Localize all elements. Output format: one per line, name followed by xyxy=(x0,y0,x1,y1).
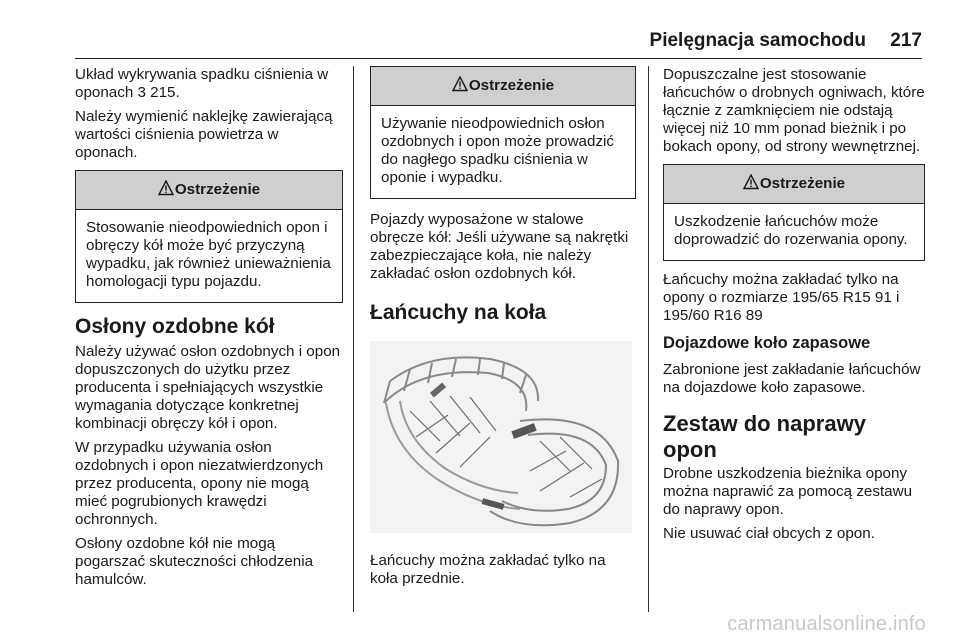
column-divider xyxy=(353,66,354,612)
column-1 xyxy=(75,66,343,595)
column-3 xyxy=(663,66,925,549)
warning-box xyxy=(663,164,925,261)
section-heading-repair-kit: Zestaw do naprawy opon xyxy=(663,411,866,462)
warning-triangle-icon xyxy=(743,174,759,190)
chains-allowed-paragraph: Dopuszczalne jest stosowanie łańcuchów o drobnych ogniwach, które łącznie z zamknięciem nie odstają więcej niż 10 mm ponad bieżnik i po bokach opony, od strony wewnętrznej. xyxy=(663,66,925,155)
warning-header xyxy=(664,165,924,204)
snow-chains-illustration xyxy=(370,341,632,533)
warning-title: Ostrzeżenie xyxy=(468,77,555,94)
spare-wheel-paragraph: Zabronione jest zakładanie łańcuchów na dojazdowe koło zapasowe. xyxy=(663,361,921,396)
section-heading-spare-wheel: Dojazdowe koło zapasowe xyxy=(663,334,871,352)
page-header-title: Pielęgnacja samochodu xyxy=(649,30,866,51)
column-divider xyxy=(648,66,649,612)
warning-triangle-icon xyxy=(158,180,174,196)
warning-header xyxy=(371,67,635,106)
warning-triangle-icon xyxy=(452,76,468,92)
warning-title: Ostrzeżenie xyxy=(174,181,261,198)
repair-kit-paragraph-2: Nie usuwać ciał obcych z opon. xyxy=(663,525,875,542)
section-heading-snow-chains: Łańcuchy na koła xyxy=(370,301,547,324)
warning-title: Ostrzeżenie xyxy=(759,175,846,192)
header-divider xyxy=(75,58,922,59)
wheel-covers-paragraph-2: W przypadku używania osłon ozdobnych i opon niezatwierdzonych przez producenta, opony nie mogą mieć pogrubionych krawędzi ochronnych. xyxy=(75,439,324,528)
warning-text: Uszkodzenie łańcuchów może doprowadzić do rozerwania opony. xyxy=(674,213,908,248)
section-heading-wheel-covers: Osłony ozdobne kół xyxy=(75,315,275,338)
tire-sizes-paragraph: Łańcuchy można zakładać tylko na opony o rozmiarze 195/65 R15 91 i 195/60 R16 89 xyxy=(663,271,900,324)
warning-text: Stosowanie nieodpowiednich opon i obręczy kół może być przyczyną wypadku, jak również unieważnienia homologacji typu pojazdu. xyxy=(86,219,331,290)
warning-text: Używanie nieodpowiednich osłon ozdobnych i opon może prowadzić do nagłego spadku ciśnienia w oponie i wypadku. xyxy=(381,115,615,186)
figure-caption: Łańcuchy można zakładać tylko na koła przednie. xyxy=(370,552,606,587)
warning-box xyxy=(370,66,636,199)
steel-rims-paragraph: Pojazdy wyposażone w stalowe obręcze kół: Jeśli używane są nakrętki zabezpieczające koła, nie należy zakładać osłon ozdobnych kół. xyxy=(370,211,629,282)
wheel-covers-paragraph-1: Należy używać osłon ozdobnych i opon dopuszczonych do użytku przez producenta i spełniających wszystkie wymagania dotyczące konkretnej kombinacji obręczy kół i opon. xyxy=(75,343,341,432)
warning-header xyxy=(76,171,342,210)
repair-kit-paragraph-1: Drobne uszkodzenia bieżnika opony można naprawić za pomocą zestawu do naprawy opon. xyxy=(663,465,913,518)
column-2 xyxy=(370,66,636,594)
sticker-paragraph: Należy wymienić naklejkę zawierającą wartości ciśnienia powietrza w oponach. xyxy=(75,108,333,161)
wheel-covers-paragraph-3: Osłony ozdobne kół nie mogą pogarszać skuteczności chłodzenia hamulców. xyxy=(75,535,314,588)
site-watermark: carmanualsonline.info xyxy=(727,613,926,635)
warning-box xyxy=(75,170,343,303)
page-number: 217 xyxy=(890,30,922,51)
intro-paragraph: Układ wykrywania spadku ciśnienia w oponach 3 215. xyxy=(75,66,329,101)
